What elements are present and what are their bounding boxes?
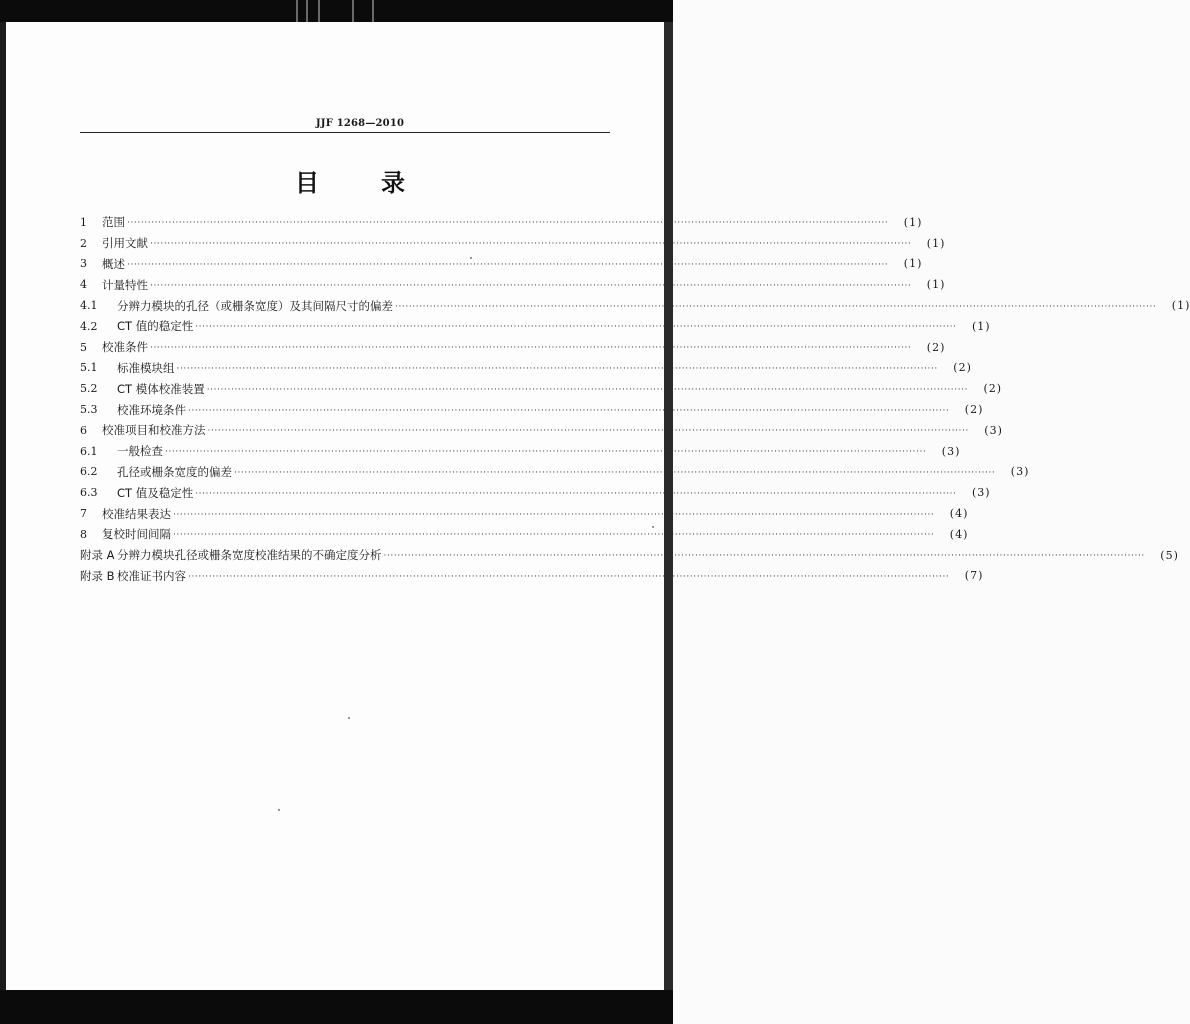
toc-entry-number: 1 xyxy=(80,215,87,229)
toc-dot-leader: ···························································································································································································································· xyxy=(176,363,938,374)
toc-entry xyxy=(80,462,1030,483)
toc-entry xyxy=(80,441,961,462)
toc-dot-leader: ···························································································································································································································· xyxy=(234,467,996,478)
toc-entry-page: (1) xyxy=(926,236,946,250)
toc-entry xyxy=(80,358,972,379)
toc-entry-page: (3) xyxy=(941,444,961,458)
toc-entry-page: (5) xyxy=(1160,548,1179,562)
toc-dot-leader: ···························································································································································································································· xyxy=(150,239,912,250)
toc-entry-number: 6.3 xyxy=(80,486,98,500)
toc-entry-label: 范围 xyxy=(102,215,125,230)
toc-entry-page: (3) xyxy=(972,486,991,500)
toc-entry-label: 复校时间间隔 xyxy=(102,527,171,542)
toc-dot-leader: ···························································································································································································································· xyxy=(188,571,950,582)
toc-entry-page: (1) xyxy=(903,215,923,229)
toc-entry xyxy=(80,482,991,503)
toc-entry xyxy=(80,254,923,275)
toc-entry-number: 4.1 xyxy=(80,299,98,313)
scan-right-edge xyxy=(664,22,673,990)
scan-speck xyxy=(652,526,654,528)
toc-entry-page: (4) xyxy=(949,527,969,541)
toc-entry-page: (2) xyxy=(953,361,972,375)
toc-entry xyxy=(80,503,969,524)
toc-entry-number: 6.2 xyxy=(80,465,98,479)
toc-entry xyxy=(80,337,946,358)
toc-entry-label: 校准环境条件 xyxy=(117,402,186,417)
table-of-contents xyxy=(80,212,1190,586)
toc-entry xyxy=(80,295,1190,316)
toc-entry-number: 5.3 xyxy=(80,403,98,417)
toc-entry-label: 分辨力模块的孔径（或栅条宽度）及其间隔尺寸的偏差 xyxy=(117,298,393,313)
toc-entry xyxy=(80,212,923,233)
toc-entry xyxy=(80,545,1179,566)
toc-entry-label: CT 模体校准装置 xyxy=(117,381,205,396)
toc-entry-page: (1) xyxy=(903,257,923,271)
scan-speck xyxy=(278,809,280,811)
toc-entry-page: (3) xyxy=(1010,465,1030,479)
toc-entry-page: (2) xyxy=(964,403,984,417)
toc-entry-label: 校准证书内容 xyxy=(117,568,186,583)
toc-entry-number: 3 xyxy=(80,257,87,271)
toc-entry xyxy=(80,399,984,420)
toc-dot-leader: ···························································································································································································································· xyxy=(150,280,912,291)
toc-dot-leader: ···························································································································································································································· xyxy=(173,509,935,520)
toc-title xyxy=(295,163,405,198)
scan-speck xyxy=(348,717,350,719)
toc-entry-label: 一般检查 xyxy=(117,444,163,459)
toc-dot-leader: ···························································································································································································································· xyxy=(165,447,927,458)
toc-entry-page: (3) xyxy=(984,423,1003,437)
toc-title-char-1: 目 xyxy=(295,169,319,197)
toc-entry-label: 校准结果表达 xyxy=(102,506,171,521)
toc-entry xyxy=(80,233,946,254)
toc-entry-number: 8 xyxy=(80,527,87,541)
scan-speck xyxy=(470,257,472,259)
toc-dot-leader: ···························································································································································································································· xyxy=(195,488,957,499)
scan-bottom-border xyxy=(0,990,673,1024)
toc-entry-number: 2 xyxy=(80,236,87,250)
toc-entry-label: CT 值及稳定性 xyxy=(117,485,194,500)
toc-dot-leader: ···························································································································································································································· xyxy=(188,405,950,416)
toc-entry-page: (2) xyxy=(926,340,946,354)
toc-dot-leader: ···························································································································································································································· xyxy=(150,343,912,354)
toc-entry-page: (2) xyxy=(983,382,1003,396)
toc-entry-page: (1) xyxy=(926,278,946,292)
toc-entry-number: 4.2 xyxy=(80,319,98,333)
toc-entry-number: 附录 B xyxy=(80,568,115,583)
toc-entry-number: 7 xyxy=(80,507,87,521)
toc-entry-label: 引用文献 xyxy=(102,236,148,251)
toc-entry-label: 孔径或栅条宽度的偏差 xyxy=(117,464,232,479)
toc-entry-number: 5.1 xyxy=(80,361,98,375)
toc-entry-label: 校准项目和校准方法 xyxy=(102,423,206,438)
toc-entry xyxy=(80,566,984,587)
header-rule xyxy=(80,132,610,133)
toc-entry-number: 4 xyxy=(80,278,87,292)
toc-entry-label: CT 值的稳定性 xyxy=(117,319,194,334)
toc-dot-leader: ···························································································································································································································· xyxy=(395,301,1157,312)
toc-dot-leader: ···························································································································································································································· xyxy=(173,530,935,541)
toc-dot-leader: ···························································································································································································································· xyxy=(206,384,969,395)
toc-entry-number: 6.1 xyxy=(80,444,98,458)
toc-entry-number: 附录 A xyxy=(80,548,115,563)
toc-entry-label: 计量特性 xyxy=(102,277,148,292)
toc-entry xyxy=(80,524,969,545)
toc-entry-number: 6 xyxy=(80,423,87,437)
toc-entry xyxy=(80,420,1003,441)
toc-entry-page: (1) xyxy=(972,319,991,333)
toc-entry-page: (1) xyxy=(1171,299,1190,313)
toc-entry-label: 标准模块组 xyxy=(117,360,175,375)
toc-entry-label: 校准条件 xyxy=(102,340,148,355)
standard-code: JJF 1268—2010 xyxy=(315,118,405,129)
toc-dot-leader: ···························································································································································································································· xyxy=(207,426,969,437)
toc-entry-label: 分辨力模块孔径或栅条宽度校准结果的不确定度分析 xyxy=(117,548,382,563)
toc-dot-leader: ···························································································································································································································· xyxy=(195,322,957,333)
toc-entry xyxy=(80,378,1003,399)
toc-entry xyxy=(80,316,991,337)
toc-dot-leader: ···························································································································································································································· xyxy=(383,551,1145,562)
toc-entry-label: 概述 xyxy=(102,256,125,271)
toc-title-char-2: 录 xyxy=(381,169,405,197)
scan-top-border xyxy=(0,0,673,22)
toc-entry-page: (7) xyxy=(964,569,984,583)
toc-entry xyxy=(80,274,946,295)
toc-dot-leader: ···························································································································································································································· xyxy=(127,218,889,229)
toc-dot-leader: ···························································································································································································································· xyxy=(127,259,889,270)
toc-entry-number: 5 xyxy=(80,340,87,354)
toc-entry-page: (4) xyxy=(949,507,969,521)
toc-entry-number: 5.2 xyxy=(80,382,98,396)
